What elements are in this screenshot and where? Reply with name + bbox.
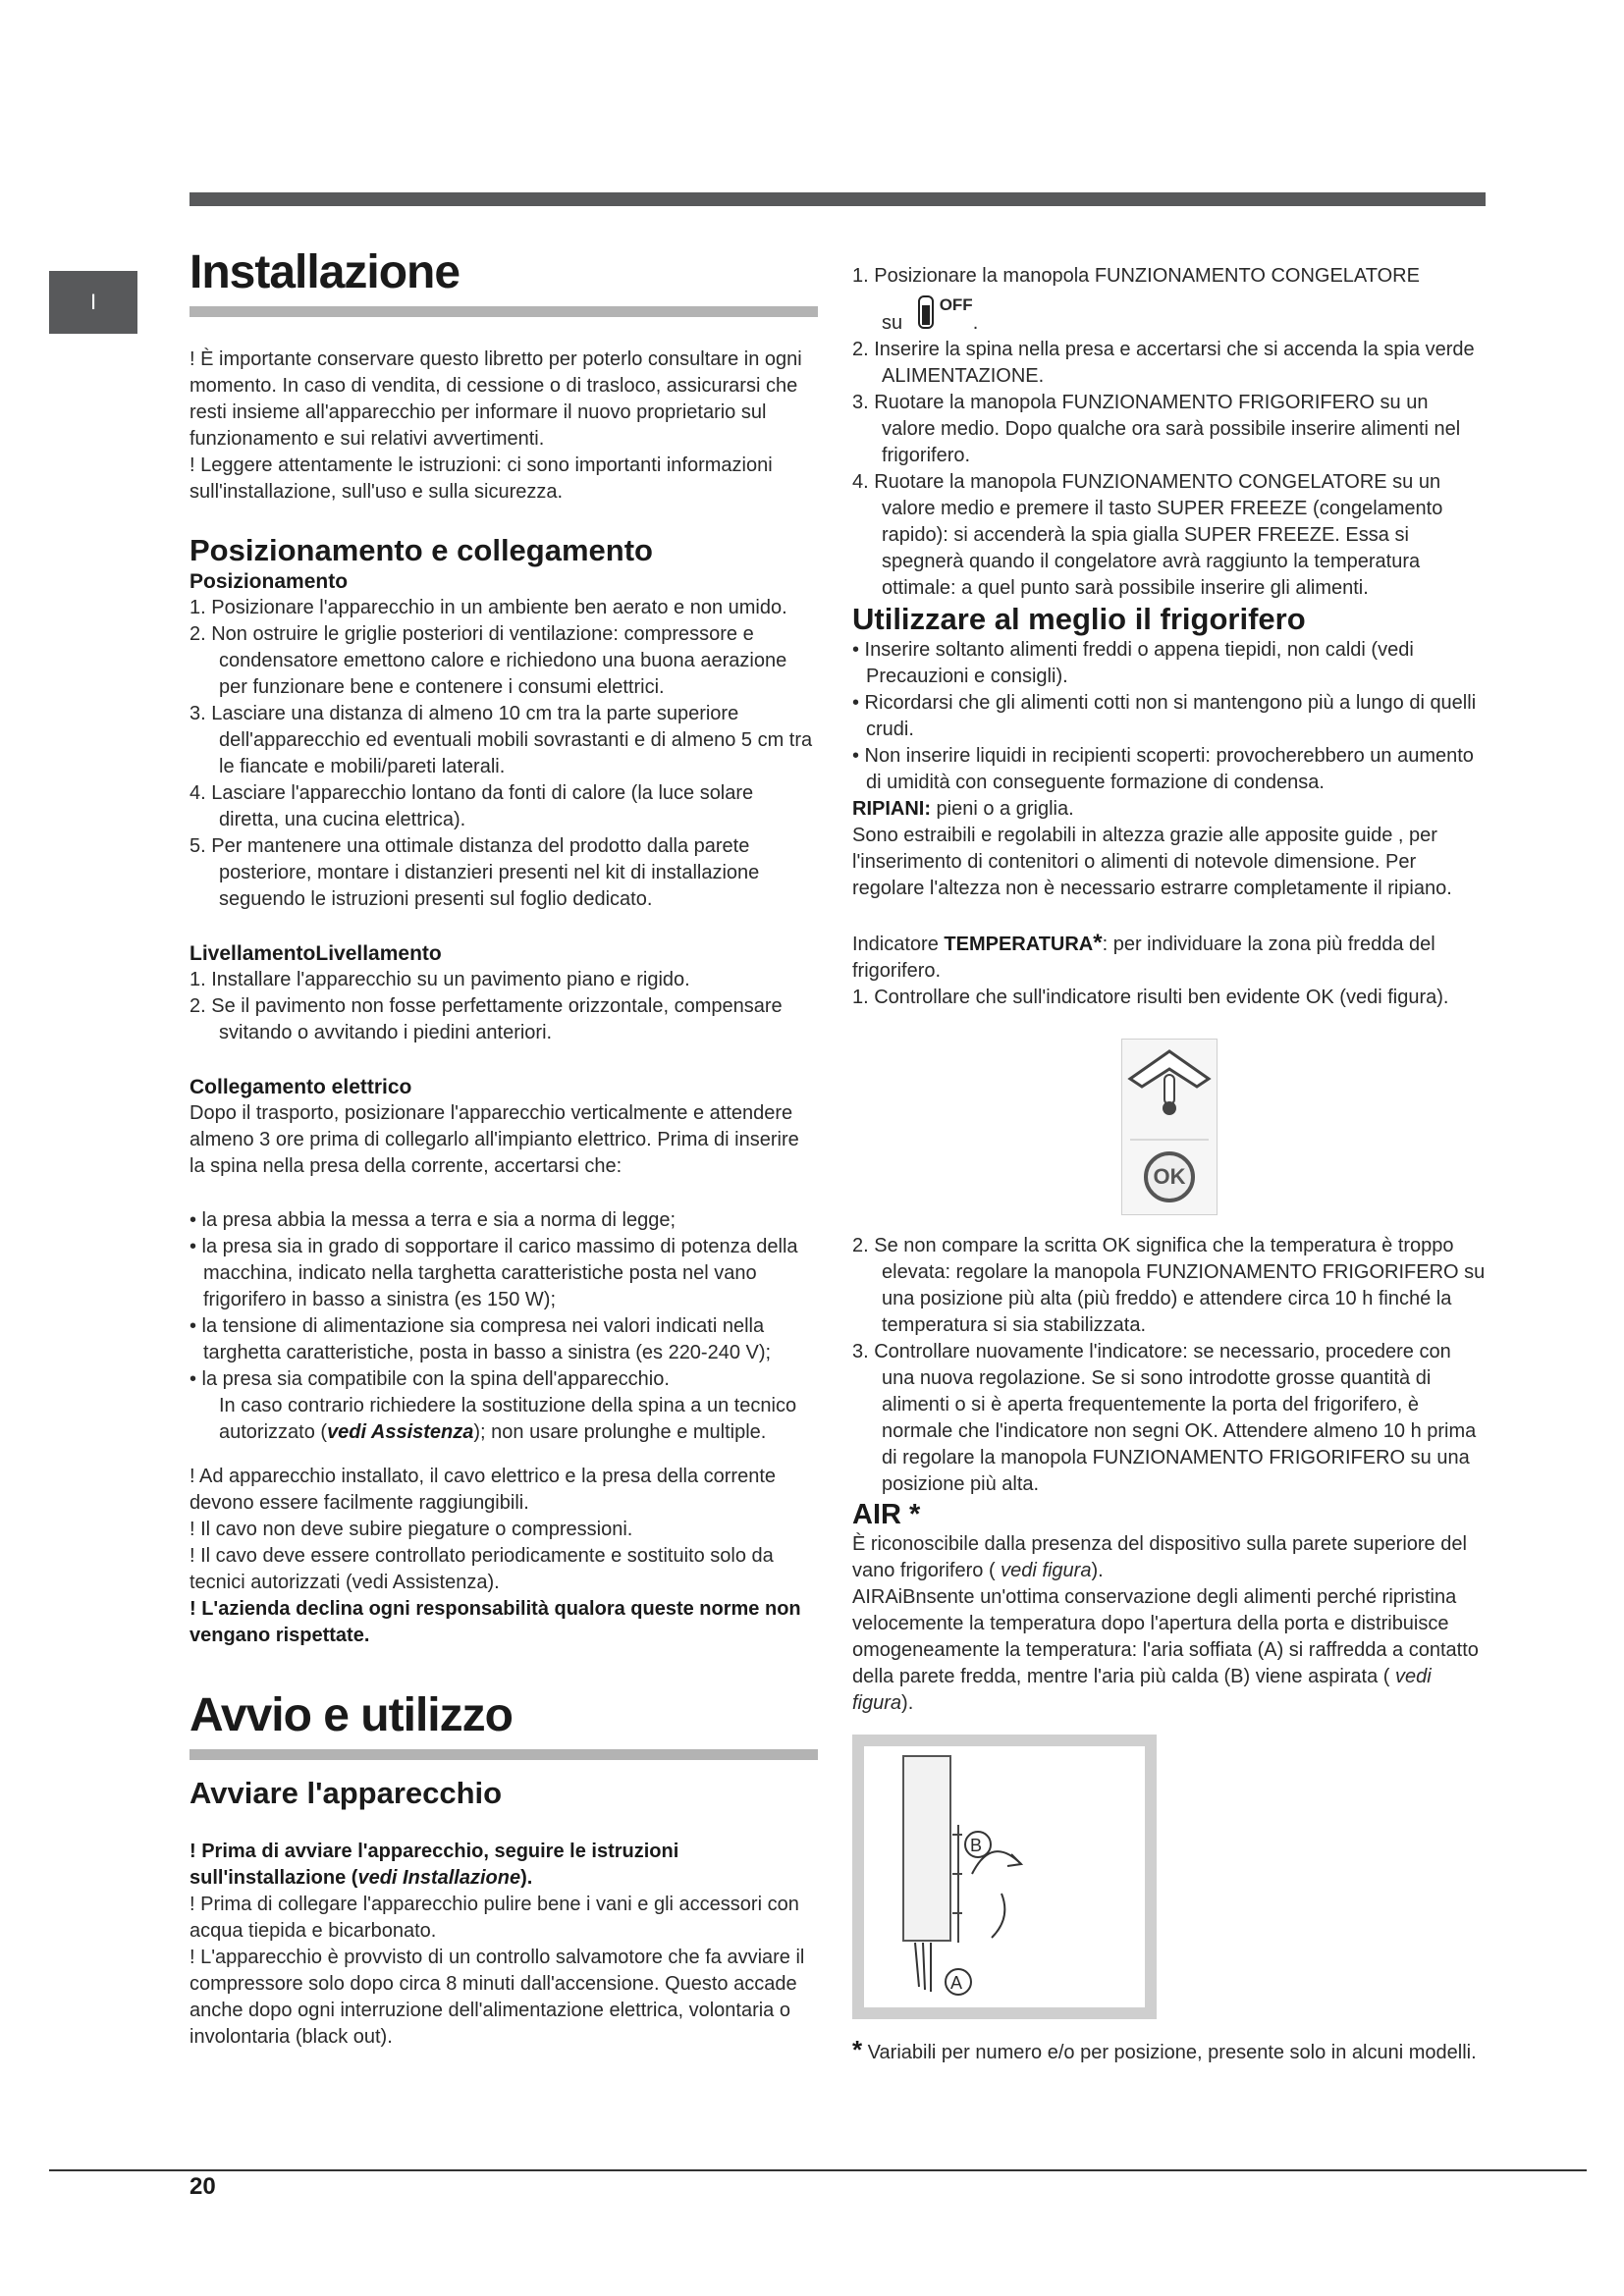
language-tab: I <box>49 271 137 334</box>
off-label: OFF <box>939 294 973 314</box>
footnote <box>852 2037 1486 2066</box>
list-item: 4. Ruotare la manopola FUNZIONAMENTO CONGELATORE su un valore medio e premere il tasto SUPER FREEZE (congelamento rapido): si accenderà la spia gialla SUPER FREEZE. Essa si spegnerà quando il congelatore avrà raggiunto la temperatura ottimale: a quel punto sarà possibile inserire gli alimenti. <box>852 471 1443 599</box>
warning-4: ! L'azienda declina ogni responsabilità qualora queste norme non vengano rispettate. <box>189 1598 801 1646</box>
avvio-warning-pre: ! Prima di avviare l'apparecchio, seguire le istruzioni sull'installazione ( <box>189 1841 679 1889</box>
list-item: • la presa abbia la messa a terra e sia a norma di legge; <box>189 1209 677 1231</box>
assistenza-pre: In caso contrario richiedere la sostituzione della spina a un tecnico autorizzato ( <box>219 1395 797 1443</box>
installazione-link[interactable]: vedi Installazione <box>357 1867 521 1889</box>
collegamento-paragraph: Dopo il trasporto, posizionare l'apparecchio verticalmente e attendere almeno 3 ore prima di collegarlo all'impianto elettrico. Prima di inserire la spina nella presa della corrente, accertarsi che: <box>189 1102 799 1177</box>
heading-avviare: Avviare l'apparecchio <box>189 1776 503 1810</box>
warning-2: ! Il cavo non deve subire piegature o compressioni. <box>189 1519 633 1540</box>
left-column <box>189 245 818 2051</box>
list-item: 2. Non ostruire le griglie posteriori di ventilazione: compressore e condensatore emettono calore e richiedono una buona aerazione per funzionare bene e contenere i consumi elettrici. <box>189 623 787 698</box>
air-p1-post: ). <box>1091 1560 1104 1581</box>
list-item: 1. Installare l'apparecchio su un pavimento piano e rigido. <box>189 969 690 990</box>
heading-posizionamento-collegamento: Posizionamento e collegamento <box>189 533 653 567</box>
list-item: 2. Se il pavimento non fosse perfettamente orizzontale, compensare svitando o avvitando i piedini anteriori. <box>189 995 783 1043</box>
avvio-paragraph-1: ! Prima di collegare l'apparecchio pulire bene i vani e gli accessori con acqua tiepida e bicarbonato. <box>189 1894 799 1942</box>
assistenza-post: ); non usare prolunghe e multiple. <box>473 1421 767 1443</box>
list-item: • la presa sia in grado di sopportare il carico massimo di potenza della macchina, indicato nella targhetta caratteristiche posta nel vano frigorifero in basso a sinistra (es 150 W); <box>189 1236 798 1310</box>
livellamento-list <box>189 967 818 1046</box>
posizionamento-list <box>189 595 818 913</box>
indicatore-steps <box>852 1233 1486 1498</box>
air-flow-diagram-icon <box>864 1746 1145 2007</box>
avvio-warning <box>189 1839 818 1892</box>
top-rule <box>189 192 1486 206</box>
list-item: 1. Posizionare l'apparecchio in un ambiente ben aerato e non umido. <box>189 597 787 618</box>
heading-air: AIR * <box>852 1499 921 1530</box>
list-item: • la tensione di alimentazione sia compresa nei valori indicati nella targhetta caratteristiche, posta in basso a sinistra (es 220-240 V); <box>189 1315 772 1363</box>
ripiani-text: pieni o a griglia. <box>931 798 1074 820</box>
ripiani-label: RIPIANI: <box>852 798 931 820</box>
ok-label: OK <box>1153 1164 1186 1189</box>
list-item: • Ricordarsi che gli alimenti cotti non si mantengono più a lungo di quelli crudi. <box>852 692 1477 740</box>
air-paragraph-2 <box>852 1584 1486 1717</box>
indicatore-bold: TEMPERATURA <box>944 934 1094 955</box>
air-p1-link[interactable]: vedi figura <box>995 1560 1092 1581</box>
warning-1: ! Ad apparecchio installato, il cavo elettrico e la presa della corrente devono essere facilmente raggiungibili. <box>189 1466 777 1514</box>
assistenza-link[interactable]: vedi Assistenza <box>327 1421 474 1443</box>
heading-utilizzare: Utilizzare al meglio il frigorifero <box>852 602 1306 636</box>
list-item: 5. Per mantenere una ottimale distanza del prodotto dalla parete posteriore, montare i distanzieri presenti nel kit di installazione seguendo le istruzioni presenti sul foglio dedicato. <box>189 835 760 910</box>
list-item: 2. Se non compare la scritta OK significa che la temperatura è troppo elevata: regolare la manopola FUNZIONAMENTO FRIGORIFERO su una posizione più alta (più freddo) e attendere circa 10 h finché la temperatura si sia stabilizzata. <box>852 1235 1486 1336</box>
footer-rule <box>49 2169 1587 2171</box>
figure-label-a: A <box>950 1973 963 1993</box>
heading-collegamento: Collegamento elettrico <box>189 1076 412 1098</box>
indicatore-step-1-list <box>852 985 1486 1011</box>
figure-label-b: B <box>970 1836 983 1855</box>
temperature-indicator-figure <box>1121 1039 1218 1215</box>
ripiani-line <box>852 796 1486 823</box>
avvio-warning-post: ). <box>520 1867 533 1889</box>
air-p2-pre: AIRAiBnsente un'ottima conservazione degli alimenti perché ripristina velocemente la temperatura dopo l'apertura della porta e distribuisce omogeneamente la temperatura: l'aria soffiata (A) si raffredda a contatto della parete fredda, mentre l'aria più calda (B) viene aspirata ( <box>852 1586 1479 1687</box>
intro-paragraph-2: ! Leggere attentamente le istruzioni: ci sono importanti informazioni sull'installazione, sull'uso e sulla sicurezza. <box>189 454 773 503</box>
list-item: 1. Controllare che sull'indicatore risulti ben evidente OK (vedi figura). <box>852 987 1449 1008</box>
title-avvio: Avvio e utilizzo <box>189 1689 513 1741</box>
page-number: 20 <box>189 2173 216 2200</box>
knob-icon <box>918 295 934 329</box>
list-item: 3. Ruotare la manopola FUNZIONAMENTO FRIGORIFERO su un valore medio. Dopo qualche ora sarà possibile inserire alimenti nel frigorifero. <box>852 392 1461 466</box>
air-paragraph-1 <box>852 1531 1486 1584</box>
utilizzare-bullets <box>852 637 1486 796</box>
list-item: 4. Lasciare l'apparecchio lontano da fonti di calore (la luce solare diretta, una cucina elettrica). <box>189 782 754 830</box>
title-underline <box>189 306 818 317</box>
heading-posizionamento: Posizionamento <box>189 570 349 593</box>
list-item: • la presa sia compatibile con la spina dell'apparecchio. <box>189 1368 670 1390</box>
indicatore-paragraph <box>852 930 1486 985</box>
list-item: 3. Lasciare una distanza di almeno 10 cm tra la parte superiore dell'apparecchio ed eventuali mobili sovrastanti e di almeno 5 cm tra le fiancate e mobili/pareti laterali. <box>189 703 813 777</box>
indicatore-post: : per individuare la zona più fredda del frigorifero. <box>852 934 1435 982</box>
startup-steps <box>852 337 1486 602</box>
assistenza-paragraph <box>189 1393 818 1446</box>
air-p2-post: ). <box>901 1692 914 1714</box>
footnote-text: Variabili per numero e/o per posizione, presente solo in alcuni modelli. <box>862 2042 1477 2063</box>
step-1: 1. Posizionare la manopola FUNZIONAMENTO CONGELATORE <box>852 265 1420 287</box>
list-item: 3. Controllare nuovamente l'indicatore: se necessario, procedere con una nuova regolazione. Se si sono introdotte grosse quantità di alimenti o si è aperta frequentemente la porta del frigorifero, è normale che l'indicatore non segni OK. Attendere almeno 10 h prima di regolare la manopola FUNZIONAMENTO FRIGORIFERO su una posizione più alta. <box>852 1341 1477 1495</box>
step-1-su: su <box>882 312 903 334</box>
title-underline <box>189 1749 818 1760</box>
step-1-off-line <box>852 295 1486 337</box>
intro-paragraph-1: ! È importante conservare questo libretto per poterlo consultare in ogni momento. In caso di vendita, di cessione o di trasloco, assicurarsi che resti insieme all'apparecchio per informare il nuovo proprietario sul funzionamento e sui relativi avvertimenti. <box>189 348 802 450</box>
title-installazione: Installazione <box>189 246 460 298</box>
footnote-star: * <box>852 2035 863 2064</box>
indicatore-star: * <box>1093 930 1103 956</box>
collegamento-bullets <box>189 1207 818 1393</box>
step-1-end: . <box>972 312 979 334</box>
indicatore-pre: Indicatore <box>852 934 945 955</box>
air-p1-pre: È riconoscibile dalla presenza del dispositivo sulla parete superiore del vano frigorifero ( <box>852 1533 1467 1581</box>
list-item: • Inserire soltanto alimenti freddi o appena tiepidi, non caldi (vedi Precauzioni e consigli). <box>852 639 1414 687</box>
off-knob <box>918 295 973 329</box>
right-column <box>852 263 1486 2066</box>
heading-livellamento: LivellamentoLivellamento <box>189 942 442 965</box>
air-p2-link[interactable]: vedi figura <box>852 1666 1432 1714</box>
warning-3: ! Il cavo deve essere controllato periodicamente e sostituito solo da tecnici autorizzati (vedi Assistenza). <box>189 1545 774 1593</box>
air-flow-figure <box>852 1735 1157 2019</box>
avvio-paragraph-2: ! L'apparecchio è provvisto di un controllo salvamotore che fa avviare il compressore solo dopo circa 8 minuti dall'accensione. Questo accade anche dopo ogni interruzione dell'alimentazione elettrica, volontaria o involontaria (black out). <box>189 1947 805 2048</box>
list-item: 2. Inserire la spina nella presa e accertarsi che si accenda la spia verde ALIMENTAZIONE. <box>852 339 1475 387</box>
ripiani-paragraph: Sono estraibili e regolabili in altezza grazie alle apposite guide , per l'inserimento di contenitori o alimenti di notevole dimensione. Per regolare l'altezza non è necessario estrarre completamente il ripiano. <box>852 825 1452 899</box>
list-item: • Non inserire liquidi in recipienti scoperti: provocherebbero un aumento di umidità con conseguente formazione di condensa. <box>852 745 1474 793</box>
